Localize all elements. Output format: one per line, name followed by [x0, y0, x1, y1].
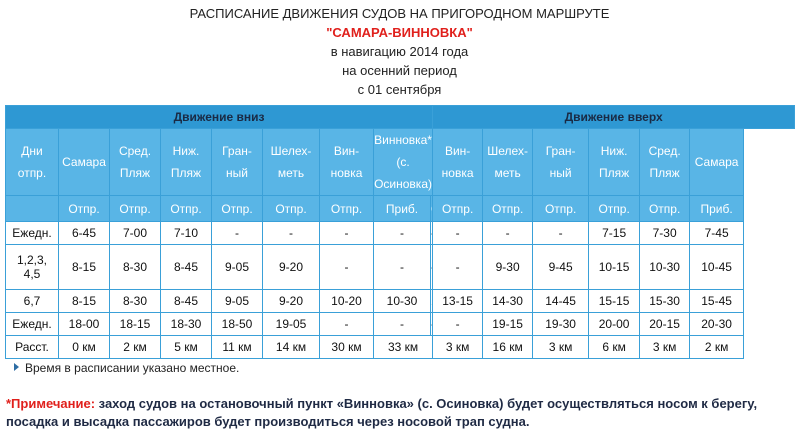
schedule-time-cell: 10-15 — [589, 245, 640, 290]
distance-cell: 3 км — [533, 336, 589, 359]
row-days-label: Ежедн. — [6, 313, 59, 336]
route-name: "САМАРА-ВИННОВКА" — [326, 25, 473, 40]
distance-cell: 14 км — [263, 336, 320, 359]
distance-cell: 2 км — [690, 336, 744, 359]
row-days-label: 6,7 — [6, 290, 59, 313]
schedule-time-cell: 8-30 — [110, 290, 161, 313]
schedule-time-cell: 18-50 — [212, 313, 263, 336]
station-header-row — [6, 129, 795, 196]
schedule-time-cell: 14-30 — [483, 290, 533, 313]
distance-cell: 6 км — [589, 336, 640, 359]
distance-cell: 3 км — [433, 336, 483, 359]
station-sred-plyazh-up: Сред. Пляж — [640, 129, 690, 196]
schedule-time-cell: 18-15 — [110, 313, 161, 336]
remark-note — [6, 395, 796, 431]
schedule-time-cell: 8-45 — [161, 245, 212, 290]
distance-cell: 16 км — [483, 336, 533, 359]
schedule-time-cell: - — [374, 245, 431, 290]
schedule-body — [6, 222, 795, 359]
row-days-label: Ежедн. — [6, 222, 59, 245]
schedule-time-cell: 7-45 — [690, 222, 744, 245]
schedule-time-cell: 15-15 — [589, 290, 640, 313]
schedule-row — [6, 313, 795, 336]
direction-up-header: Движение вверх — [433, 106, 795, 129]
schedule-time-cell: 14-45 — [533, 290, 589, 313]
schedule-title: РАСПИСАНИЕ ДВИЖЕНИЯ СУДОВ НА ПРИГОРОДНОМ МАРШРУТЕ — [189, 6, 610, 21]
schedule-time-cell: 20-15 — [640, 313, 690, 336]
schedule-time-cell: - — [433, 313, 483, 336]
distance-cell: 2 км — [110, 336, 161, 359]
local-time-note-text: Время в расписании указано местное. — [25, 361, 240, 375]
start-date: с 01 сентября — [357, 82, 442, 97]
action-header-cell: Отпр. — [161, 196, 212, 222]
schedule-time-cell: 20-30 — [690, 313, 744, 336]
schedule-time-cell: 8-15 — [59, 290, 110, 313]
action-header-cell: Отпр. — [263, 196, 320, 222]
schedule-time-cell: 9-20 — [263, 290, 320, 313]
schedule-time-cell: - — [212, 222, 263, 245]
schedule-row — [6, 290, 795, 313]
schedule-time-cell: 9-20 — [263, 245, 320, 290]
schedule-time-cell: 10-30 — [640, 245, 690, 290]
schedule-time-cell: 15-30 — [640, 290, 690, 313]
bullet-arrow-icon — [14, 363, 19, 371]
action-header-cell: Отпр. — [110, 196, 161, 222]
schedule-time-cell: - — [320, 245, 374, 290]
schedule-time-cell: 8-15 — [59, 245, 110, 290]
days-column-header: Дни отпр. — [6, 129, 59, 196]
station-shelekhmet-up: Шелех- меть — [483, 129, 533, 196]
distance-cell: 11 км — [212, 336, 263, 359]
action-header-row — [6, 196, 795, 222]
schedule-row — [6, 245, 795, 290]
schedule-time-cell: - — [320, 222, 374, 245]
local-time-note — [14, 361, 239, 375]
station-vinnovka-up: Вин- новка — [433, 129, 483, 196]
schedule-time-cell: 19-05 — [263, 313, 320, 336]
schedule-time-cell: 9-05 — [212, 290, 263, 313]
schedule-time-cell: 10-30 — [374, 290, 431, 313]
remark-text: заход судов на остановочный пункт «Винновка» (с. Осиновка) будет осуществляться носом к берегу, посадка и высадка пассажиров будет производиться через носовой трап судна. — [6, 396, 758, 429]
schedule-time-cell: - — [374, 222, 431, 245]
schedule-time-cell: 18-00 — [59, 313, 110, 336]
schedule-time-cell: 7-00 — [110, 222, 161, 245]
action-header-cell: Отпр. — [433, 196, 483, 222]
schedule-table — [5, 105, 795, 359]
schedule-time-cell: - — [374, 313, 431, 336]
station-granny-down: Гран- ный — [212, 129, 263, 196]
distance-cell: 3 км — [640, 336, 690, 359]
action-header-cell: Приб. — [690, 196, 744, 222]
schedule-time-cell: 6-45 — [59, 222, 110, 245]
station-samara-down: Самара — [59, 129, 110, 196]
station-sred-plyazh-down: Сред. Пляж — [110, 129, 161, 196]
action-header-cell: Отпр. — [640, 196, 690, 222]
schedule-time-cell: 15-45 — [690, 290, 744, 313]
schedule-time-cell: 20-00 — [589, 313, 640, 336]
action-header-cell: Отпр. — [483, 196, 533, 222]
schedule-time-cell: 10-45 — [690, 245, 744, 290]
remark-label: *Примечание: — [6, 396, 96, 411]
schedule-time-cell: 9-30 — [483, 245, 533, 290]
station-granny-up: Гран- ный — [533, 129, 589, 196]
schedule-time-cell: 7-15 — [589, 222, 640, 245]
schedule-time-cell: 10-20 — [320, 290, 374, 313]
schedule-row — [6, 222, 795, 245]
schedule-time-cell: 8-45 — [161, 290, 212, 313]
schedule-time-cell: - — [483, 222, 533, 245]
action-header-cell: Отпр. — [589, 196, 640, 222]
action-header-cell: Отпр. — [320, 196, 374, 222]
distance-row-label: Расст. — [6, 336, 59, 359]
schedule-time-cell: 9-05 — [212, 245, 263, 290]
station-nizh-plyazh-down: Ниж. Пляж — [161, 129, 212, 196]
station-shelekhmet-down: Шелех- меть — [263, 129, 320, 196]
days-action-cell — [6, 196, 59, 222]
distance-cell: 30 км — [320, 336, 374, 359]
distance-row — [6, 336, 795, 359]
schedule-time-cell: - — [320, 313, 374, 336]
direction-header-row — [6, 106, 795, 129]
schedule-time-cell: 13-15 — [433, 290, 483, 313]
action-header-cell: Отпр. — [59, 196, 110, 222]
season-period: на осенний период — [342, 63, 457, 78]
action-header-cell: Отпр. — [212, 196, 263, 222]
schedule-time-cell: 7-10 — [161, 222, 212, 245]
navigation-year: в навигацию 2014 года — [330, 44, 469, 59]
distance-cell: 33 км — [374, 336, 433, 359]
schedule-time-cell: 19-30 — [533, 313, 589, 336]
distance-cell: 0 км — [59, 336, 110, 359]
schedule-time-cell: 19-15 — [483, 313, 533, 336]
schedule-time-cell: - — [433, 245, 483, 290]
schedule-time-cell: 9-45 — [533, 245, 589, 290]
station-vinnovka-down: Вин- новка — [320, 129, 374, 196]
schedule-time-cell: 18-30 — [161, 313, 212, 336]
schedule-time-cell: 8-30 — [110, 245, 161, 290]
station-vinnovka-osinovka: Винновка* (с. Осиновка) — [374, 129, 433, 196]
schedule-time-cell: - — [433, 222, 483, 245]
schedule-title-block — [0, 4, 799, 99]
action-header-cell: Отпр. — [533, 196, 589, 222]
schedule-time-cell: - — [263, 222, 320, 245]
schedule-time-cell: 7-30 — [640, 222, 690, 245]
direction-down-header: Движение вниз — [6, 106, 433, 129]
schedule-time-cell: - — [533, 222, 589, 245]
station-nizh-plyazh-up: Ниж. Пляж — [589, 129, 640, 196]
distance-cell: 5 км — [161, 336, 212, 359]
station-samara-up: Самара — [690, 129, 744, 196]
action-header-cell: Приб. — [374, 196, 431, 222]
row-days-label: 1,2,3, 4,5 — [6, 245, 59, 290]
